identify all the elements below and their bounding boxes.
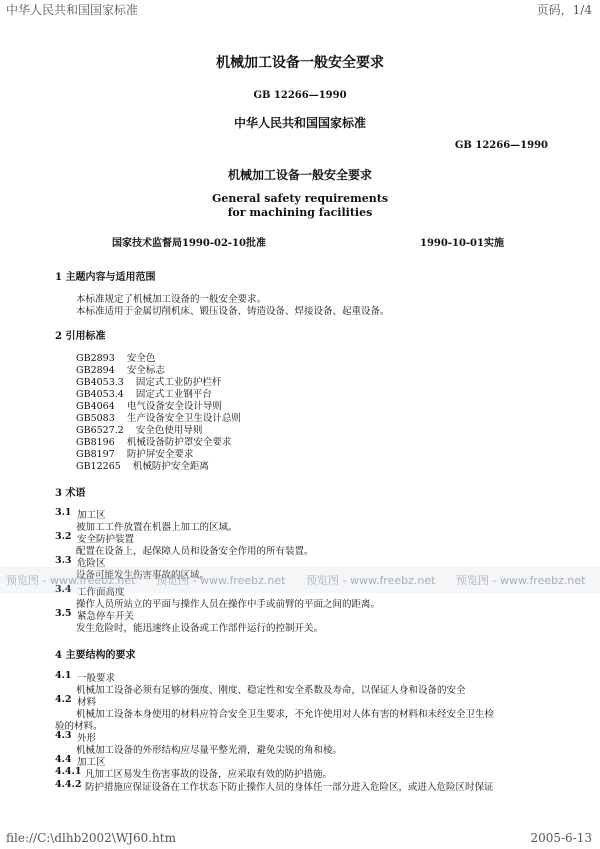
term-3-5-name <box>55 608 535 620</box>
watermark-text: 预览图 - www.freebz.net <box>306 574 436 587</box>
reference-item: GB2893 安全色 <box>76 353 156 364</box>
english-title-line-1: General safety requirements <box>211 192 389 205</box>
clause-name: 材料 <box>77 697 97 708</box>
clause-4-2-title <box>55 694 535 706</box>
term-3-5-desc: 发生危险时，能迅速终止设备或工作部件运行的控制开关。 <box>76 623 324 634</box>
watermark-text: 预览图 - www.freebz.net <box>156 574 286 587</box>
reference-item: GB2894 安全标志 <box>76 365 165 376</box>
term-name: 加工区 <box>77 510 106 521</box>
clause-number: 4.3 <box>55 730 72 741</box>
reference-item: GB8196 机械设备防护罩安全要求 <box>76 437 232 448</box>
reference-item: GB12265 机械防护安全距离 <box>76 461 209 472</box>
clause-number: 4.4 <box>55 754 72 765</box>
section-1-line-2: 本标准适用于金属切削机床、锻压设备、铸造设备、焊接设备、起重设备。 <box>76 306 390 317</box>
clause-text: 凡加工区易发生伤害事故的设备，应采取有效的防护措施。 <box>85 769 333 780</box>
section-4-heading: 4 主要结构的要求 <box>55 650 136 661</box>
reference-item: GB8197 防护屏安全要求 <box>76 449 194 460</box>
clause-number: 4.4.2 <box>55 779 82 790</box>
org-heading: 中华人民共和国国家标准 <box>233 116 366 130</box>
clause-number: 4.2 <box>55 694 72 705</box>
term-number: 3.4 <box>55 584 72 595</box>
reference-item: GB5083 生产设备安全卫生设计总则 <box>76 413 241 424</box>
clause-number: 4.1 <box>55 670 72 681</box>
term-3-1-name <box>55 507 535 519</box>
standard-code: GB 12266—1990 <box>253 90 347 101</box>
term-name: 工作面高度 <box>77 587 125 598</box>
term-3-2-desc: 配置在设备上，起保障人员和设备安全作用的所有装置。 <box>76 546 314 557</box>
reference-item: GB4053.4 固定式工业钢平台 <box>76 389 212 400</box>
footer-file-path: file://C:\dlhb2002\WJ60.htm <box>6 831 177 845</box>
clause-text: 防护措施应保证设备在工作状态下防止操作人员的身体任一部分进入危险区，或进入危险区时保证 <box>85 782 494 793</box>
clause-name: 外形 <box>77 733 97 744</box>
term-number: 3.5 <box>55 608 72 619</box>
clause-4-3-title <box>55 730 535 742</box>
clause-name: 一般要求 <box>77 673 116 684</box>
approval-date: 国家技术监督局1990-02-10批准 <box>112 238 266 249</box>
reference-item: GB6527.2 安全色使用导则 <box>76 425 203 436</box>
clause-4-4-1 <box>55 766 555 778</box>
header-title: 中华人民共和国国家标准 <box>6 3 139 17</box>
clause-number: 4.4.1 <box>55 766 82 777</box>
term-3-3-name <box>55 555 535 567</box>
clause-4-2-text-line-1: 机械加工设备本身使用的材料应符合安全卫生要求，不允许使用对人体有害的材料和未经安全卫生检 <box>76 709 495 720</box>
section-1-line-1: 本标准规定了机械加工设备的一般安全要求。 <box>76 294 267 305</box>
reference-item: GB4053.3 固定式工业防护栏杆 <box>76 377 222 388</box>
document-subtitle: 机械加工设备一般安全要求 <box>227 168 372 182</box>
page-number: 页码，1/4 <box>536 3 592 17</box>
section-1-heading: 1 主题内容与适用范围 <box>55 272 156 283</box>
clause-4-1-text: 机械加工设备必须有足够的强度、刚度、稳定性和安全系数及寿命，以保证人身和设备的安全 <box>76 685 466 696</box>
term-number: 3.2 <box>55 531 72 542</box>
term-3-3-desc: 设备可能发生伤害事故的区域。 <box>76 570 210 581</box>
clause-4-3-text: 机械加工设备的外形结构应尽量平整光滑，避免尖锐的角和棱。 <box>76 745 343 756</box>
term-number: 3.3 <box>55 555 72 566</box>
document-title: 机械加工设备一般安全要求 <box>216 55 384 71</box>
term-name: 紧急停车开关 <box>77 611 135 622</box>
watermark-text: 预览图 - www.freebz.net <box>6 574 136 587</box>
term-number: 3.1 <box>55 507 72 518</box>
term-name: 安全防护装置 <box>77 534 135 545</box>
reference-item: GB4064 电气设备安全设计导则 <box>76 401 222 412</box>
clause-4-2-text-line-2: 验的材料。 <box>55 721 103 732</box>
english-title-line-2: for machining facilities <box>227 206 373 219</box>
term-3-2-name <box>55 531 535 543</box>
clause-name: 加工区 <box>77 757 106 768</box>
section-3-heading: 3 术语 <box>55 488 86 499</box>
implementation-date: 1990-10-01实施 <box>420 238 504 249</box>
standard-code-right: GB 12266—1990 <box>454 140 548 151</box>
watermark-text: 预览图 - www.freebz.net <box>456 574 586 587</box>
clause-4-1-title <box>55 670 535 682</box>
footer-date: 2005-6-13 <box>530 831 592 845</box>
section-2-heading: 2 引用标准 <box>55 331 106 342</box>
clause-4-4-2 <box>55 779 555 791</box>
term-name: 危险区 <box>77 558 106 569</box>
term-3-1-desc: 被加工工件放置在机器上加工的区域。 <box>76 522 238 533</box>
clause-4-4-title <box>55 754 535 766</box>
term-3-4-desc: 操作人员所站立的平面与操作人员在操作中手或前臂的平面之间的距离。 <box>76 599 381 610</box>
